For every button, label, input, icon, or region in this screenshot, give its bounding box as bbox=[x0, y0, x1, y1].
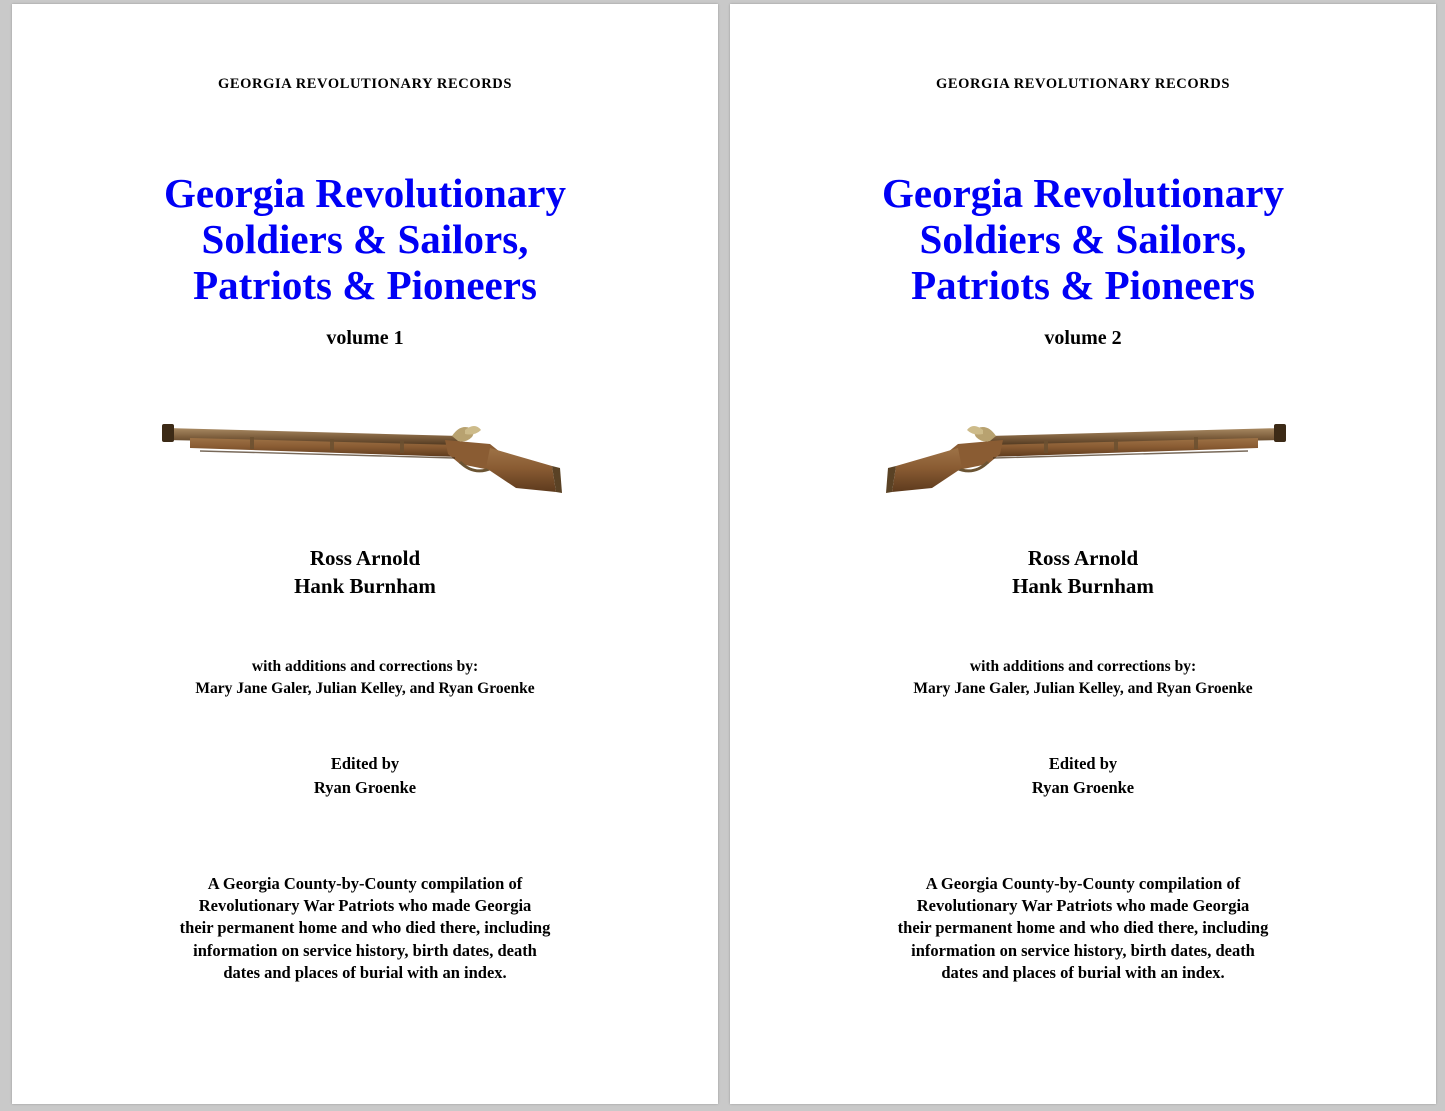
description-line-4: information on service history, birth dates, death bbox=[911, 940, 1255, 960]
author-list bbox=[294, 544, 436, 601]
description-line-2: Revolutionary War Patriots who made Georgia bbox=[916, 896, 1250, 916]
title-line-3: Patriots & Pioneers bbox=[193, 261, 537, 308]
description-line-1: A Georgia County-by-County compilation of bbox=[207, 874, 523, 894]
description-line-5: dates and places of burial with an index. bbox=[941, 962, 1225, 982]
contributor-names: Mary Jane Galer, Julian Kelley, and Ryan Groenke bbox=[913, 680, 1253, 698]
title-line-1: Georgia Revolutionary bbox=[882, 170, 1284, 216]
edited-label: Edited by bbox=[1048, 754, 1118, 774]
title-line-1: Georgia Revolutionary bbox=[164, 170, 566, 216]
description-line-5: dates and places of burial with an index. bbox=[223, 962, 507, 982]
description-line-2: Revolutionary War Patriots who made Georgia bbox=[198, 896, 532, 916]
book-title bbox=[164, 171, 566, 309]
running-head: GEORGIA REVOLUTIONARY RECORDS bbox=[217, 76, 513, 92]
flintlock-rifle-illustration bbox=[160, 396, 570, 506]
contributions-label: with additions and corrections by: bbox=[251, 658, 479, 676]
title-line-2: Soldiers & Sailors, bbox=[201, 215, 529, 262]
author-2: Hank Burnham bbox=[1012, 574, 1154, 599]
edited-label: Edited by bbox=[330, 754, 400, 774]
contributors-block bbox=[913, 656, 1252, 700]
running-head: GEORGIA REVOLUTIONARY RECORDS bbox=[935, 76, 1231, 92]
description-line-3: their permanent home and who died there, including bbox=[179, 918, 551, 938]
book-title bbox=[882, 171, 1284, 309]
volume-label: volume 1 bbox=[326, 326, 404, 349]
title-page-volume-1 bbox=[12, 4, 718, 1104]
description-line-1: A Georgia County-by-County compilation of bbox=[925, 874, 1241, 894]
editor-name: Ryan Groenke bbox=[1031, 777, 1135, 797]
title-line-2: Soldiers & Sailors, bbox=[919, 215, 1247, 262]
contributor-names: Mary Jane Galer, Julian Kelley, and Ryan Groenke bbox=[195, 680, 535, 698]
description-block bbox=[853, 873, 1313, 984]
description-line-4: information on service history, birth dates, death bbox=[193, 940, 537, 960]
flintlock-rifle-illustration bbox=[878, 396, 1288, 506]
author-list bbox=[1012, 544, 1154, 601]
editor-block bbox=[314, 752, 416, 799]
editor-name: Ryan Groenke bbox=[313, 777, 417, 797]
author-1: Ross Arnold bbox=[309, 545, 421, 570]
title-line-3: Patriots & Pioneers bbox=[911, 261, 1255, 308]
description-line-3: their permanent home and who died there, including bbox=[897, 918, 1269, 938]
editor-block bbox=[1032, 752, 1134, 799]
author-1: Ross Arnold bbox=[1027, 545, 1139, 570]
contributors-block bbox=[195, 656, 534, 700]
description-block bbox=[135, 873, 595, 984]
volume-label: volume 2 bbox=[1044, 326, 1122, 349]
contributions-label: with additions and corrections by: bbox=[969, 658, 1197, 676]
title-page-volume-2 bbox=[730, 4, 1436, 1104]
author-2: Hank Burnham bbox=[294, 574, 436, 599]
